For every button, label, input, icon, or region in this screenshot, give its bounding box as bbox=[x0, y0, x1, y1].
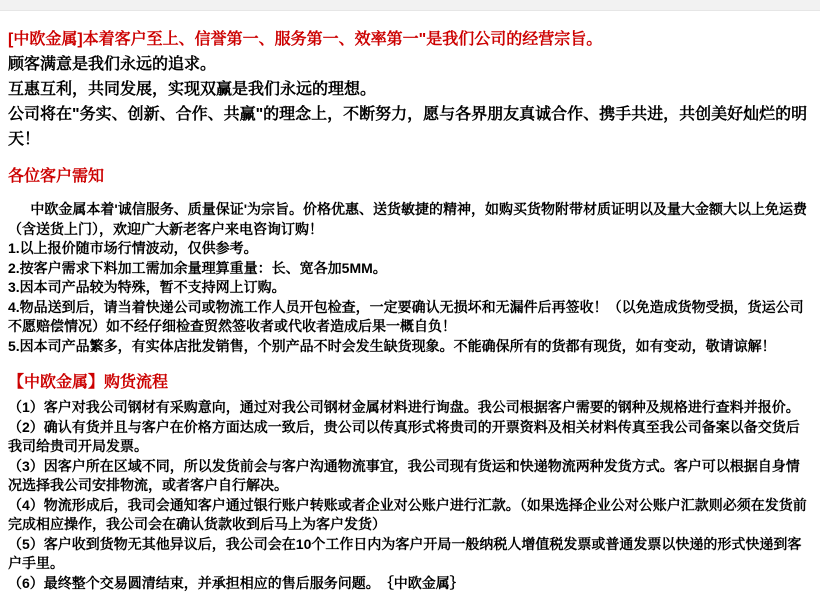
process-step: （1）客户对我公司钢材有采购意向，通过对我公司钢材金属材料进行询盘。我公司根据客户需要的钢种及规格进行查料并报价。 bbox=[8, 399, 800, 415]
process-step: （6）最终整个交易圆清结束，并承担相应的售后服务问题。 ｛中欧金属｝ bbox=[8, 574, 464, 591]
notice-intro: 中欧金属本着'诚信服务、质量保证'为宗旨。价格优惠、送货敏捷的精神，如购买货物附带材质证明以及量大金额大以上免运费（含送货上门），欢迎广大新老客户来电咨询订购！ bbox=[8, 201, 808, 237]
notice-item: 2.按客户需求下料加工需加余量理算重量：长、宽各加5MM。 bbox=[8, 259, 387, 276]
process-steps bbox=[8, 398, 813, 593]
notice-section bbox=[8, 200, 813, 356]
intro-line: 公司将在"务实、创新、合作、共赢"的理念上，不断努力，愿与各界朋友真诚合作、携手共进，共创美好灿烂的明天！ bbox=[8, 106, 808, 148]
process-step: （2）确认有货并且与客户在价格方面达成一致后，贵公司以传真形式将贵司的开票资料及相关材料传真至我公司备案以备交货后我司给贵司开局发票。 bbox=[8, 418, 800, 454]
intro-section bbox=[8, 27, 813, 152]
company-motto-line: [中欧金属]本着客户至上、信誉第一、服务第一、效率第一"是我们公司的经营宗旨。 bbox=[8, 31, 603, 48]
notice-item: 3.因本司产品较为特殊，暂不支持网上订购。 bbox=[8, 279, 286, 295]
process-step: （3）因客户所在区域不同，所以发货前会与客户沟通物流事宜，我公司现有货运和快递物流两种发货方式。客户可以根据自身情况选择我公司安排物流，或者客户自行解决。 bbox=[8, 457, 800, 493]
top-border-strip bbox=[0, 0, 820, 11]
intro-line: 互惠互利，共同发展，实现双赢是我们永远的理想。 bbox=[8, 81, 377, 98]
process-step: （5）客户收到货物无其他异议后，我公司会在10个工作日内为客户开局一般纳税人增值税发票或普通发票以快递的形式快递到客户手里。 bbox=[8, 535, 802, 571]
notice-item: 4.物品送到后，请当着快递公司或物流工作人员开包检查，一定要确认无损坏和无漏件后再签收！（以免造成货物受损，货运公司不愿赔偿情况）如不经仔细检查贸然签收者或代收者造成后果一概自负！ bbox=[8, 298, 804, 334]
process-step: （4）物流形成后，我司会通知客户通过银行账户转账或者企业对公账户进行汇款。（如果选择企业公对公账户汇款则必须在发货前完成相应操作，我公司会在确认货款收到后马上为客户发货） bbox=[8, 496, 807, 532]
notice-item: 5.因本司产品繁多，有实体店批发销售，个别产品不时会发生缺货现象。不能确保所有的货都有现货，如有变动，敬请谅解！ bbox=[8, 337, 776, 354]
document-body bbox=[0, 11, 820, 593]
notice-heading: 各位客户需知 bbox=[8, 168, 105, 185]
intro-line: 顾客满意是我们永远的追求。 bbox=[8, 56, 217, 73]
process-heading: 【中欧金属】购货流程 bbox=[8, 374, 169, 391]
process-section bbox=[8, 398, 813, 593]
notice-items bbox=[8, 239, 813, 356]
notice-item: 1.以上报价随市场行情波动，仅供参考。 bbox=[8, 240, 258, 256]
